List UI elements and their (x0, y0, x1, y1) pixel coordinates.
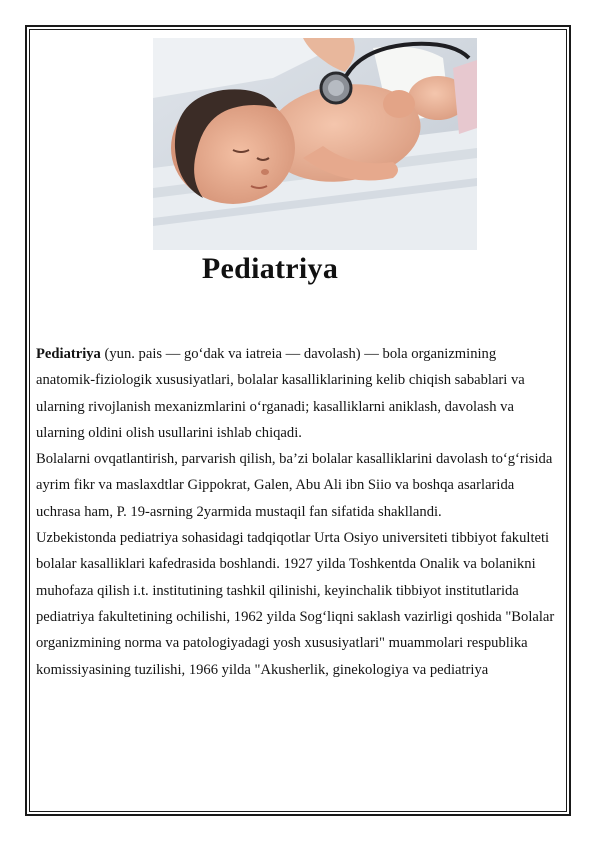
paragraph-lead: Pediatriya (36, 346, 101, 362)
paragraph-2 (36, 446, 556, 525)
paragraph-text: Bolalarni ovqatlantirish, parvarish qilish, ba’zi bolalar kasalliklarini davolash to‘g‘risida ayrim fikr va maslaxdtlar Gippokrat, Galen, Abu Ali ibn Siio va boshqa asarlarida uchrasa ham, P. 19-asrning 2yarmida mustaqil fan sifatida shakllandi. (36, 451, 553, 520)
paragraph-3 (36, 525, 556, 683)
paragraph-1 (36, 341, 556, 446)
body-text (36, 341, 556, 683)
paragraph-text: (yun. pais — go‘dak va iatreia — davolash) — bola organizmining anatomik-fiziologik xususiyatlari, bolalar kasalliklarining kelib chiqish sabablari va ularning rivojlanish mexanizmlarini o‘rganadi; kasalliklarni aniklash, davolash va ularning oldini olish usullarini ishlab chiqadi. (36, 346, 525, 441)
baby-photo (153, 38, 477, 250)
page-title: Pediatriya (201, 252, 339, 285)
paragraph-text: Uzbekistonda pediatriya sohasidagi tadqiqotlar Urta Osiyo universiteti tibbiyot fakulteti bolalar kasalliklari kafedrasida boshlandi. 1927 yilda Toshkentda Onalik va bolanikni muhofaza qilish i.t. institutining tashkil qilinishi, keyinchalik tibbiyot institutlarida pediatriya fakultetining ochilishi, 1962 yilda Sog‘liqni saklash vazirligi qoshida "Bolalar organizmining norma va patologiyadagi yosh xususiyatlari" muammolari respublika komissiyasining tuzilishi, 1966 yilda "Akusherlik, ginekologiya va pediatriya (36, 530, 555, 678)
